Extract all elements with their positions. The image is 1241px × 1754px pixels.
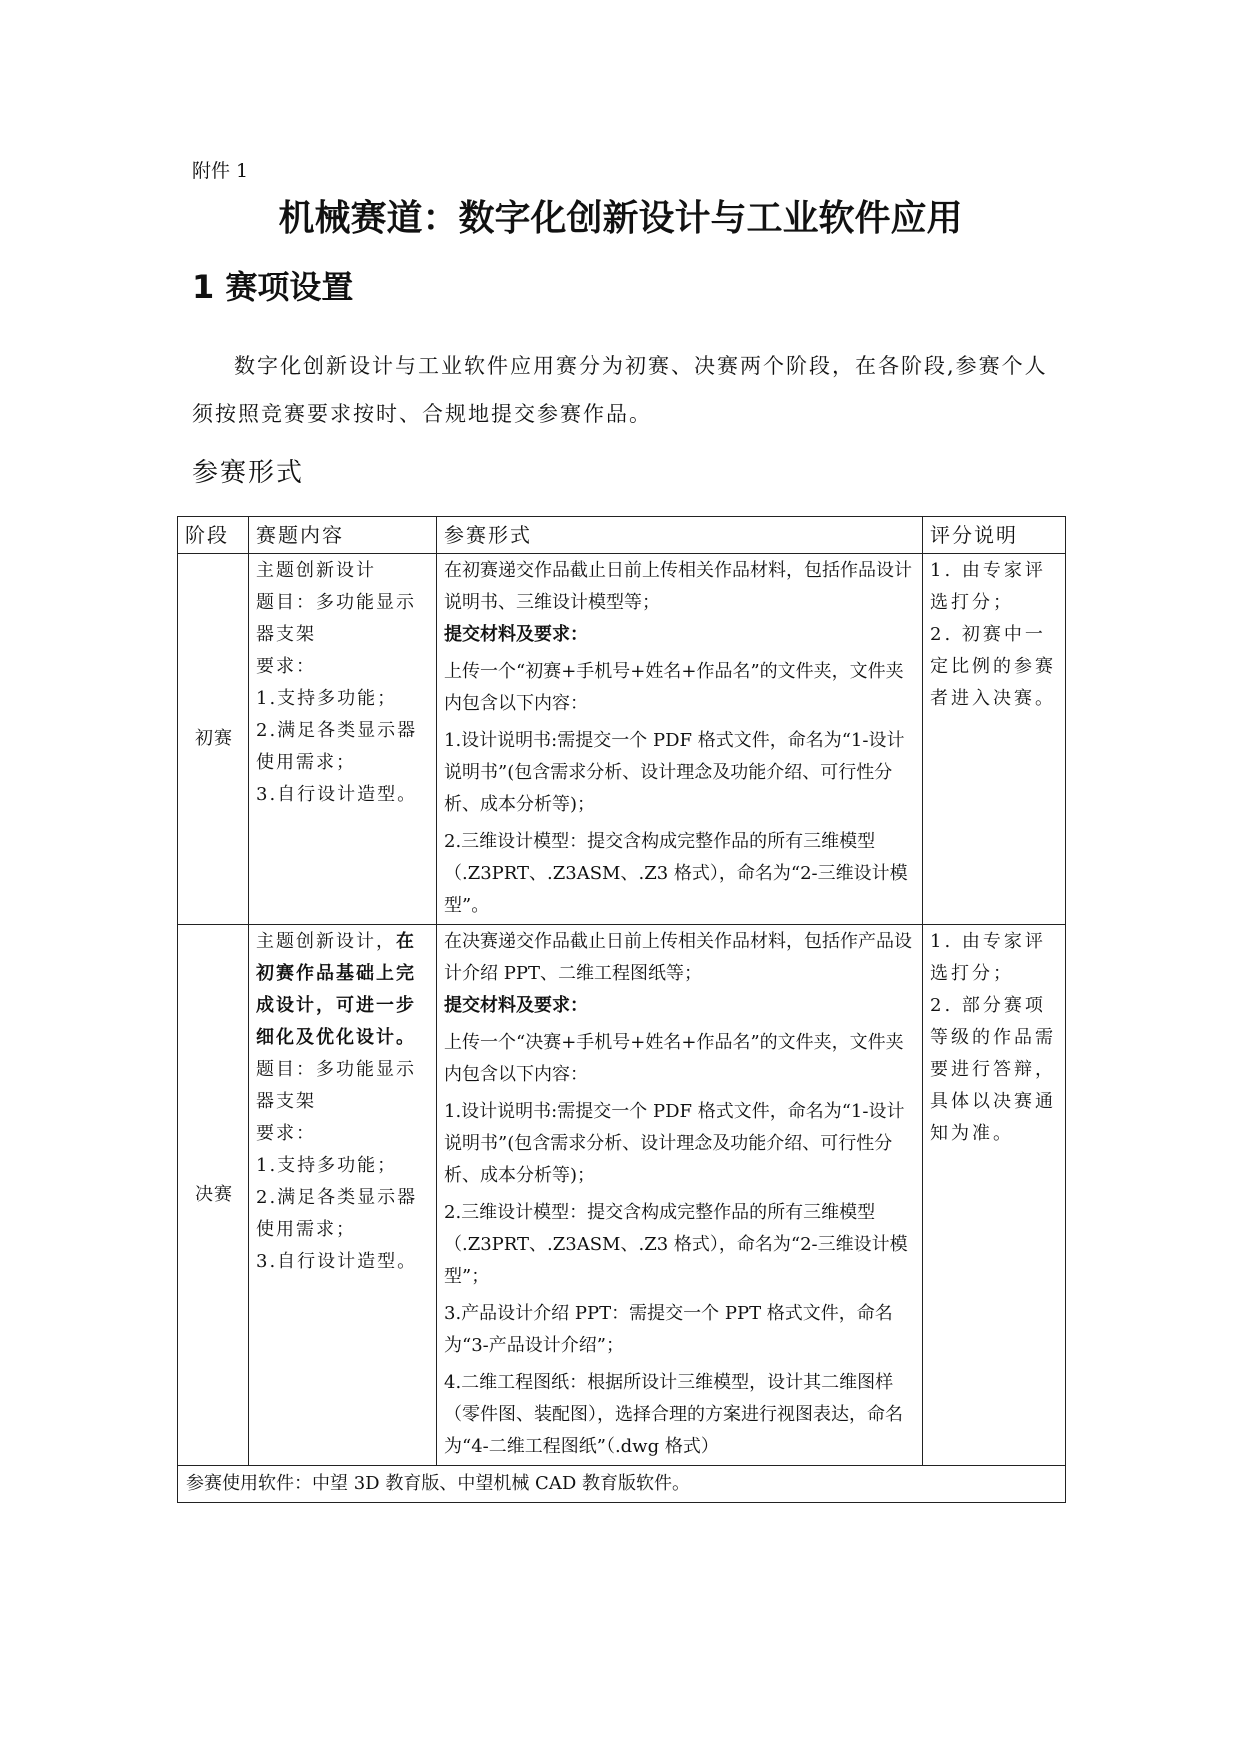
intro-paragraph: 数字化创新设计与工业软件应用赛分为初赛、决赛两个阶段，在各阶段,参赛个人须按照竞赛要求按时、合规地提交参赛作品。	[192, 354, 1048, 426]
content-line: 要求：	[256, 656, 316, 677]
table-footer-row	[178, 1466, 1066, 1503]
stage-cell: 初赛	[178, 554, 249, 925]
content-line: 题目：多功能显示器支架	[256, 1059, 416, 1112]
format-item: 2.三维设计模型：提交含构成完整作品的所有三维模型（.Z3PRT、.Z3ASM、.Z3 格式），命名为“2-三维设计模型”；	[444, 1202, 908, 1287]
upload-instruction: 上传一个“初赛+手机号+姓名+作品名”的文件夹，文件夹内包含以下内容：	[444, 661, 904, 714]
content-line: 主题创新设计	[256, 560, 376, 581]
content-cell	[249, 554, 437, 925]
content-plain: 主题创新设计，	[256, 931, 396, 952]
format-intro: 在初赛递交作品截止日前上传相关作品材料，包括作品设计说明书、三维设计模型等；	[444, 560, 912, 613]
content-line	[256, 926, 431, 1054]
format-item: 1.设计说明书:需提交一个 PDF 格式文件，命名为“1-设计说明书”(包含需求分析、设计理念及功能介绍、可行性分析、成本分析等)；	[444, 730, 905, 815]
scoring-cell	[923, 925, 1066, 1466]
content-line: 2.满足各类显示器使用需求；	[256, 720, 418, 773]
scoring-line: 1. 由专家评选打分；	[930, 931, 1046, 984]
content-line: 题目：多功能显示器支架	[256, 592, 416, 645]
competition-table	[177, 516, 1066, 1503]
table-row	[178, 925, 1066, 1466]
content-line: 1.支持多功能；	[256, 688, 398, 709]
scoring-line: 2. 初赛中一定比例的参赛者进入决赛。	[930, 624, 1056, 709]
format-cell	[437, 554, 923, 925]
content-line: 2.满足各类显示器使用需求；	[256, 1187, 418, 1240]
content-bold: 在初赛作品基础上完成设计，可进一步细化及优化设计。	[256, 931, 416, 1048]
format-item: 2.三维设计模型：提交含构成完整作品的所有三维模型（.Z3PRT、.Z3ASM、.Z3 格式），命名为“2-三维设计模型”。	[444, 831, 908, 916]
header-format: 参赛形式	[437, 517, 923, 554]
attachment-label: 附件 1	[192, 160, 249, 182]
content-line: 1.支持多功能；	[256, 1155, 398, 1176]
section-heading: 1 赛项设置	[192, 268, 354, 306]
document-title: 机械赛道：数字化创新设计与工业软件应用	[278, 198, 963, 239]
requirements-label: 提交材料及要求：	[444, 624, 588, 645]
header-content: 赛题内容	[249, 517, 437, 554]
subheading: 参赛形式	[192, 458, 305, 488]
format-cell	[437, 925, 923, 1466]
requirements-label: 提交材料及要求：	[444, 995, 588, 1016]
table-header-row	[178, 517, 1066, 554]
content-line: 3.自行设计造型。	[256, 784, 418, 805]
table-row	[178, 554, 1066, 925]
software-note: 参赛使用软件：中望 3D 教育版、中望机械 CAD 教育版软件。	[178, 1466, 1066, 1503]
format-item: 1.设计说明书:需提交一个 PDF 格式文件，命名为“1-设计说明书”(包含需求分析、设计理念及功能介绍、可行性分析、成本分析等)；	[444, 1101, 905, 1186]
header-scoring: 评分说明	[923, 517, 1066, 554]
upload-instruction: 上传一个“决赛+手机号+姓名+作品名”的文件夹，文件夹内包含以下内容：	[444, 1032, 904, 1085]
content-line: 要求：	[256, 1123, 316, 1144]
format-intro: 在决赛递交作品截止日前上传相关作品材料，包括作产品设计介绍 PPT、二维工程图纸等；	[444, 931, 912, 984]
content-cell	[249, 925, 437, 1466]
scoring-cell	[923, 554, 1066, 925]
content-line: 3.自行设计造型。	[256, 1251, 418, 1272]
format-item: 4.二维工程图纸：根据所设计三维模型，设计其二维图样（零件图、装配图），选择合理的方案进行视图表达，命名为“4-二维工程图纸”（.dwg 格式）	[444, 1372, 903, 1457]
format-item: 3.产品设计介绍 PPT：需提交一个 PPT 格式文件，命名为“3-产品设计介绍”；	[444, 1303, 893, 1356]
stage-cell: 决赛	[178, 925, 249, 1466]
header-stage: 阶段	[178, 517, 249, 554]
scoring-line: 2. 部分赛项等级的作品需要进行答辩，具体以决赛通知为准。	[930, 995, 1056, 1144]
scoring-line: 1. 由专家评选打分；	[930, 560, 1046, 613]
